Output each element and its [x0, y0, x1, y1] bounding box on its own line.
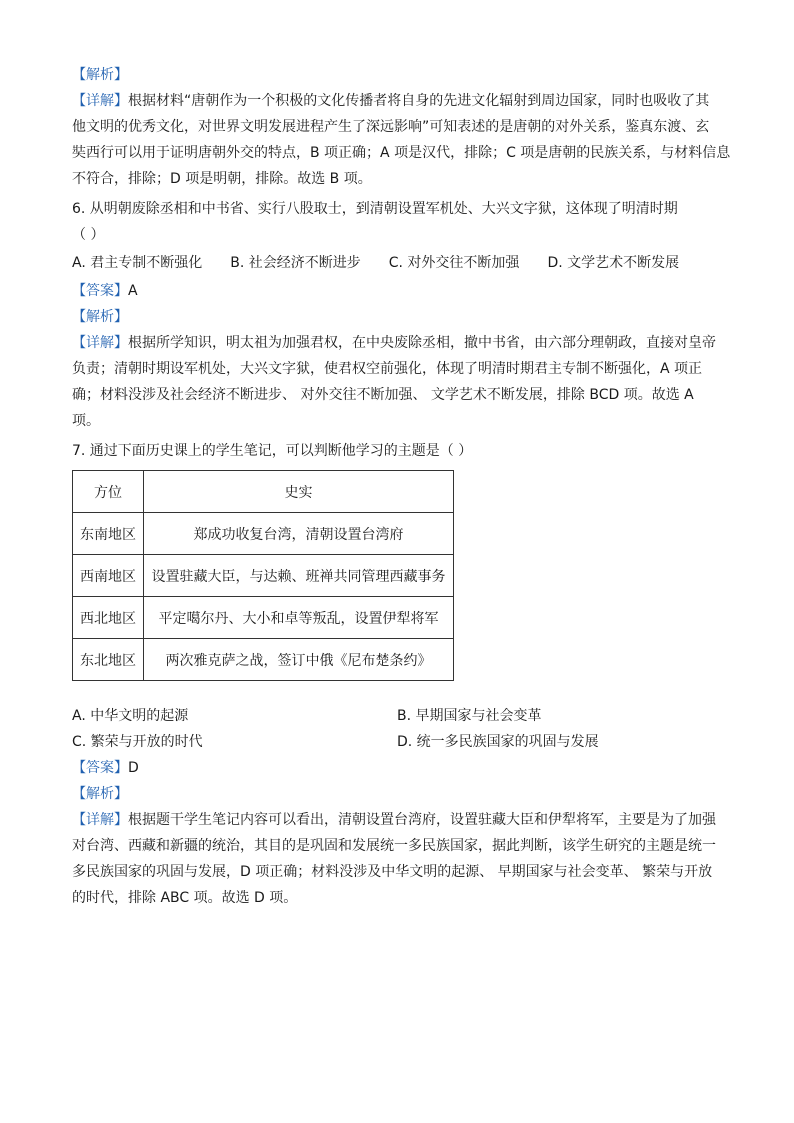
option-c: C. 对外交往不断加强	[388, 255, 520, 271]
table-cell: 郑成功收复台湾，清朝设置台湾府	[144, 513, 454, 555]
detail-line: 【详解】根据材料“唐朝作为一个积极的文化传播者将自身的先进文化辐射到周边国家，同时也吸收了其	[72, 93, 710, 109]
answer-line: 【答案】A	[72, 283, 138, 299]
table-row	[73, 555, 454, 597]
table-cell: 西北地区	[73, 597, 144, 639]
detail-line: 奘西行可以用于证明唐朝外交的特点，B 项正确；A 项是汉代，排除；C 项是唐朝的民族关系，与材料信息	[72, 145, 731, 161]
table-cell: 西南地区	[73, 555, 144, 597]
option-c: C. 繁荣与开放的时代	[72, 734, 203, 750]
table-cell: 东北地区	[73, 639, 144, 681]
table-cell: 平定噶尔丹、大小和卓等叛乱，设置伊犁将军	[144, 597, 454, 639]
table-header-cell: 方位	[73, 471, 144, 513]
option-b: B. 社会经济不断进步	[230, 255, 361, 271]
table-cell: 东南地区	[73, 513, 144, 555]
table-row	[73, 639, 454, 681]
option-d: D. 文学艺术不断发展	[547, 255, 680, 271]
detail-line: 对台湾、西藏和新疆的统治，其目的是巩固和发展统一多民族国家，据此判断，该学生研究的主题是统一	[72, 838, 716, 854]
analysis-heading: 【解析】	[72, 309, 128, 325]
detail-line: 项。	[72, 413, 100, 429]
table-header-row	[73, 471, 454, 513]
table-cell: 设置驻藏大臣，与达赖、班禅共同管理西藏事务	[144, 555, 454, 597]
question-6-bracket: （ ）	[72, 227, 105, 243]
question-6-stem: 6. 从明朝废除丞相和中书省、实行八股取士，到清朝设置军机处、大兴文字狱，这体现了明清时期	[72, 201, 678, 217]
detail-line: 确；材料没涉及社会经济不断进步、 对外交往不断加强、 文学艺术不断发展，排除 BCD 项。故选 A	[72, 387, 694, 403]
detail-line: 【详解】根据所学知识，明太祖为加强君权，在中央废除丞相，撤中书省，由六部分理朝政，直接对皇帝	[72, 335, 716, 351]
table-row	[73, 597, 454, 639]
answer-line: 【答案】D	[72, 760, 139, 776]
table-cell: 两次雅克萨之战，签订中俄《尼布楚条约》	[144, 639, 454, 681]
analysis-heading: 【解析】	[72, 786, 128, 802]
detail-line: 的时代，排除 ABC 项。故选 D 项。	[72, 890, 298, 906]
detail-line: 【详解】根据题干学生笔记内容可以看出，清朝设置台湾府，设置驻藏大臣和伊犁将军，主要是为了加强	[72, 812, 716, 828]
option-a: A. 中华文明的起源	[72, 708, 189, 724]
detail-line: 不符合，排除；D 项是明朝，排除。故选 B 项。	[72, 171, 372, 187]
analysis-heading: 【解析】	[72, 67, 128, 83]
option-d: D. 统一多民族国家的巩固与发展	[397, 734, 599, 750]
detail-line: 他文明的优秀文化，对世界文明发展进程产生了深远影响”可知表述的是唐朝的对外关系，鉴真东渡、玄	[72, 119, 710, 135]
question-7-options	[72, 703, 724, 755]
table-header-cell: 史实	[144, 471, 454, 513]
student-notes-table	[72, 470, 454, 681]
option-b: B. 早期国家与社会变革	[397, 708, 542, 724]
detail-line: 多民族国家的巩固与发展，D 项正确；材料没涉及中华文明的起源、 早期国家与社会变革、 繁荣与开放	[72, 864, 713, 880]
table-row	[73, 513, 454, 555]
question-7-stem: 7. 通过下面历史课上的学生笔记，可以判断他学习的主题是（ ）	[72, 443, 473, 459]
document-page	[72, 62, 731, 911]
question-6-options	[72, 250, 724, 276]
option-a: A. 君主专制不断强化	[72, 255, 203, 271]
detail-line: 负责；清朝时期设军机处，大兴文字狱，使君权空前强化，体现了明清时期君主专制不断强化，A 项正	[72, 361, 703, 377]
